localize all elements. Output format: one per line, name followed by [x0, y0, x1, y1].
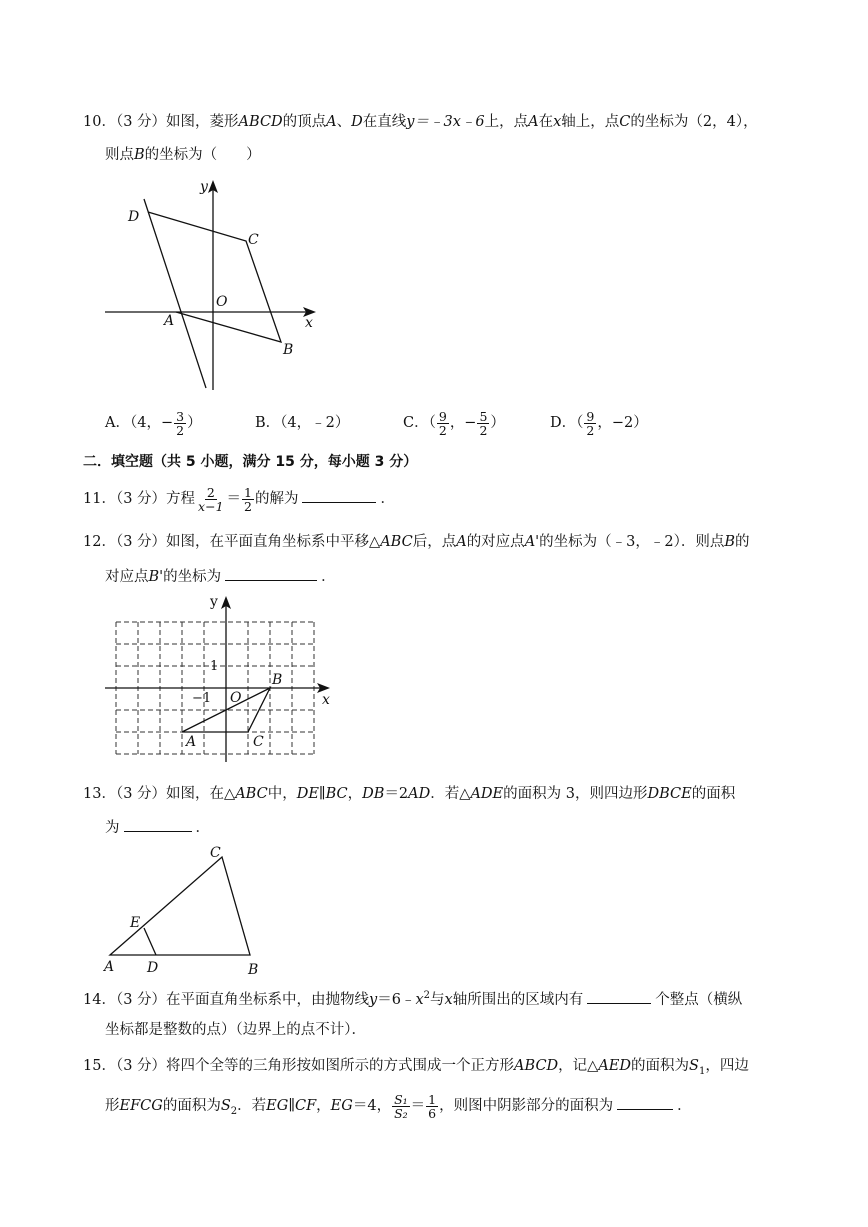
- q13-text: 为: [105, 820, 120, 836]
- segment-de: [144, 928, 156, 955]
- fraction: [584, 410, 596, 437]
- denominator: S₂: [394, 1105, 408, 1121]
- fraction: [437, 410, 449, 437]
- q13-number: 13．: [83, 786, 116, 802]
- q10-var: C: [619, 114, 631, 130]
- label-y: y: [200, 179, 208, 195]
- q15-number: 15．: [83, 1058, 116, 1074]
- denominator: 2: [244, 498, 252, 514]
- q10-text: 的坐标为（2，4），: [630, 114, 758, 130]
- q13-line2: [105, 817, 210, 838]
- option-label: D．: [550, 415, 577, 431]
- q13-var: DB: [362, 786, 385, 802]
- q12-var: B: [724, 534, 736, 550]
- fraction: [426, 1093, 438, 1120]
- q12-text: 的坐标为（﹣3，﹣2）．则点: [539, 534, 725, 550]
- q10-text: 的坐标为（ ）: [144, 147, 261, 163]
- label-y: y: [210, 594, 218, 610]
- q10-text: 轴上，点: [561, 114, 620, 130]
- q10-text: 的顶点: [282, 114, 327, 130]
- q15-var: S: [689, 1058, 699, 1074]
- q10-var: x: [553, 114, 562, 130]
- q15-text: 的面积为: [631, 1058, 690, 1074]
- q13-figure: [100, 843, 270, 978]
- q13-text: ．若△: [430, 786, 471, 802]
- q12-text: 后，点: [412, 534, 457, 550]
- q12-text: 的: [735, 534, 750, 550]
- q12-line1: [83, 532, 750, 552]
- label-c: C: [253, 734, 264, 750]
- q11-line1: [83, 484, 395, 514]
- q15-score: （3 分）: [115, 1058, 167, 1074]
- numerator: 9: [586, 408, 595, 424]
- option-c[interactable]: [403, 408, 505, 438]
- answer-blank[interactable]: [302, 488, 376, 503]
- q13-var: DBCE: [647, 786, 692, 802]
- q11-text: 的解为: [254, 491, 299, 507]
- answer-blank[interactable]: [617, 1095, 673, 1110]
- q10-line2: [105, 145, 261, 165]
- q13-var: ADE: [470, 786, 504, 802]
- option-text: ，−2）: [597, 415, 648, 431]
- q15-text: 将四个全等的三角形按如图所示的方式围成一个正方形: [166, 1058, 515, 1074]
- label-o: O: [230, 690, 242, 706]
- q13-line1: [83, 784, 735, 804]
- numerator: 9: [438, 408, 447, 424]
- q15-line2: [105, 1088, 692, 1130]
- q13-text: ．: [195, 820, 210, 836]
- q14-text: 在平面直角坐标系中，由抛物线: [166, 991, 370, 1008]
- label-minus-one: −1: [192, 691, 212, 706]
- q10-text: 在: [538, 114, 554, 130]
- q10-number: 10．: [83, 114, 116, 130]
- q15-var: AED: [598, 1058, 632, 1074]
- q15-subscript: 2: [230, 1105, 238, 1117]
- option-text: ，−: [449, 415, 477, 431]
- numerator: 1: [428, 1091, 437, 1107]
- option-label: C．: [403, 415, 429, 431]
- q14-var: x: [415, 991, 424, 1008]
- q15-text: ，: [316, 1098, 331, 1114]
- q15-var: EG: [266, 1098, 289, 1114]
- fraction: [477, 410, 489, 437]
- q13-var: DE: [296, 786, 319, 802]
- q14-text: 个整点（横纵: [655, 991, 743, 1008]
- q10-text: 则点: [105, 147, 134, 163]
- q10-score: （3 分）: [115, 114, 167, 130]
- label-a: A: [164, 313, 175, 329]
- option-label: B．: [255, 415, 281, 431]
- q10-text: 上，点: [484, 114, 529, 130]
- q14-score: （3 分）: [115, 991, 167, 1008]
- q11-text: ＝: [226, 491, 242, 507]
- q15-var: EFCG: [119, 1098, 163, 1114]
- denominator: 2: [176, 422, 185, 438]
- label-e: E: [130, 915, 141, 931]
- q15-text: ，则图中阴影部分的面积为: [439, 1098, 614, 1114]
- q15-text: ．: [677, 1098, 692, 1114]
- q15-text: 形: [105, 1098, 120, 1114]
- label-a: A: [186, 734, 197, 750]
- triangle-abc: [110, 857, 250, 955]
- q14-line2: [105, 1020, 366, 1040]
- option-text: （: [428, 415, 436, 431]
- label-d: D: [128, 209, 140, 225]
- option-text: ）: [187, 415, 202, 431]
- q14-var: y: [369, 991, 378, 1008]
- q15-var: EG: [330, 1098, 353, 1114]
- q14-text: ＝6﹣: [377, 991, 416, 1008]
- q12-line2: [105, 566, 336, 587]
- q14-text: 轴所围出的区域内有: [452, 991, 584, 1008]
- q12-text: ．: [321, 569, 336, 585]
- q15-text: ＝: [410, 1098, 426, 1114]
- label-c: C: [210, 845, 221, 861]
- option-text: （: [576, 415, 584, 431]
- q12-text: 对应点: [105, 569, 149, 585]
- answer-blank[interactable]: [587, 989, 651, 1004]
- label-d: D: [147, 960, 159, 976]
- q10-equation: y＝﹣3x﹣6: [406, 114, 485, 130]
- q13-text: ＝2: [384, 786, 409, 802]
- q12-var: A': [524, 534, 540, 550]
- label-a: A: [104, 959, 115, 975]
- q14-text: 坐标都是整数的点）（边界上的点不计）．: [105, 1022, 366, 1038]
- q15-text: 的面积为: [162, 1098, 221, 1114]
- q12-var: B': [148, 569, 164, 585]
- label-x: x: [322, 692, 330, 708]
- q15-text: ，记△: [558, 1058, 599, 1074]
- label-x: x: [305, 315, 313, 331]
- numerator: 5: [479, 408, 488, 424]
- q13-text: ，: [347, 786, 363, 802]
- q14-var: x: [444, 991, 453, 1008]
- fraction: [174, 410, 186, 437]
- q10-text: 如图，菱形: [166, 114, 239, 130]
- q11-text: ．: [380, 491, 395, 507]
- q13-var: AD: [408, 786, 431, 802]
- q13-text: 如图，在△: [166, 786, 236, 802]
- numerator: S₁: [394, 1091, 408, 1107]
- q12-var: A: [456, 534, 467, 550]
- q13-var: ABC: [235, 786, 268, 802]
- label-b: B: [248, 962, 259, 978]
- q15-line1: [83, 1056, 749, 1082]
- fraction: [242, 486, 254, 513]
- q12-text: 的坐标为: [163, 569, 222, 585]
- q10-var: A: [528, 114, 539, 130]
- numerator: 1: [244, 484, 252, 500]
- denominator: 2: [479, 422, 488, 438]
- section-heading: 二．填空题（共 5 小题，满分 15 分，每小题 3 分）: [83, 454, 418, 470]
- option-a[interactable]: [105, 408, 202, 438]
- q14-text: 与: [430, 991, 445, 1008]
- q15-var: ABCD: [514, 1058, 559, 1074]
- q10-figure: [100, 175, 320, 395]
- q12-var: ABC: [380, 534, 413, 550]
- q11-score: （3 分）: [115, 491, 167, 507]
- denominator: 2: [586, 422, 595, 438]
- numerator: 2: [206, 484, 215, 500]
- q15-var: S: [220, 1098, 231, 1114]
- q14-line1: [83, 986, 742, 1010]
- option-d[interactable]: [550, 408, 648, 438]
- q12-text: 的对应点: [466, 534, 525, 550]
- label-c: C: [248, 232, 259, 248]
- label-o: O: [216, 294, 228, 310]
- q13-score: （3 分）: [115, 786, 167, 802]
- denominator: 2: [438, 422, 447, 438]
- option-label: A．: [105, 415, 130, 431]
- q10-text: 、: [336, 114, 352, 130]
- q10-var: A: [326, 114, 337, 130]
- q13-var: BC: [325, 786, 348, 802]
- q15-var: CF: [295, 1098, 317, 1114]
- option-text: （4，﹣2）: [280, 415, 350, 431]
- q15-text: ．若: [237, 1098, 267, 1114]
- q10-text: 在直线: [362, 114, 407, 130]
- q15-text: ∥: [288, 1098, 296, 1114]
- denominator: 6: [428, 1105, 437, 1121]
- q12-number: 12．: [83, 534, 116, 550]
- q10-var: ABCD: [238, 114, 283, 130]
- option-text: （4，−: [129, 415, 174, 431]
- label-b: B: [272, 672, 283, 688]
- option-text: ）: [490, 415, 505, 431]
- q15-text: ，四边: [705, 1058, 749, 1074]
- line-y-eq: [144, 199, 206, 388]
- option-b[interactable]: [255, 408, 349, 438]
- answer-blank[interactable]: [225, 566, 317, 581]
- answer-blank[interactable]: [124, 817, 192, 832]
- q15-text: ＝4，: [352, 1098, 392, 1114]
- q14-number: 14．: [83, 991, 116, 1008]
- q12-score: （3 分）: [115, 534, 167, 550]
- q10-line1: [83, 112, 758, 132]
- q11-number: 11．: [83, 491, 116, 507]
- q14-exponent: 2: [423, 990, 431, 1001]
- q10-var: B: [134, 147, 145, 163]
- fraction: [196, 486, 225, 513]
- q15-subscript: 1: [698, 1065, 706, 1077]
- label-one: 1: [210, 659, 219, 674]
- denominator: x−1: [198, 498, 224, 514]
- q12-figure: [100, 590, 340, 765]
- q13-text: 的面积: [691, 786, 736, 802]
- q13-text: 中，: [267, 786, 297, 802]
- numerator: 3: [176, 408, 185, 424]
- q13-text: ∥: [318, 786, 326, 802]
- fraction: [392, 1093, 410, 1120]
- q10-var: D: [351, 114, 363, 130]
- q12-text: 如图，在平面直角坐标系中平移△: [166, 534, 381, 550]
- label-b: B: [283, 342, 294, 358]
- q13-text: 的面积为 3，则四边形: [503, 786, 648, 802]
- q11-text: 方程: [166, 491, 196, 507]
